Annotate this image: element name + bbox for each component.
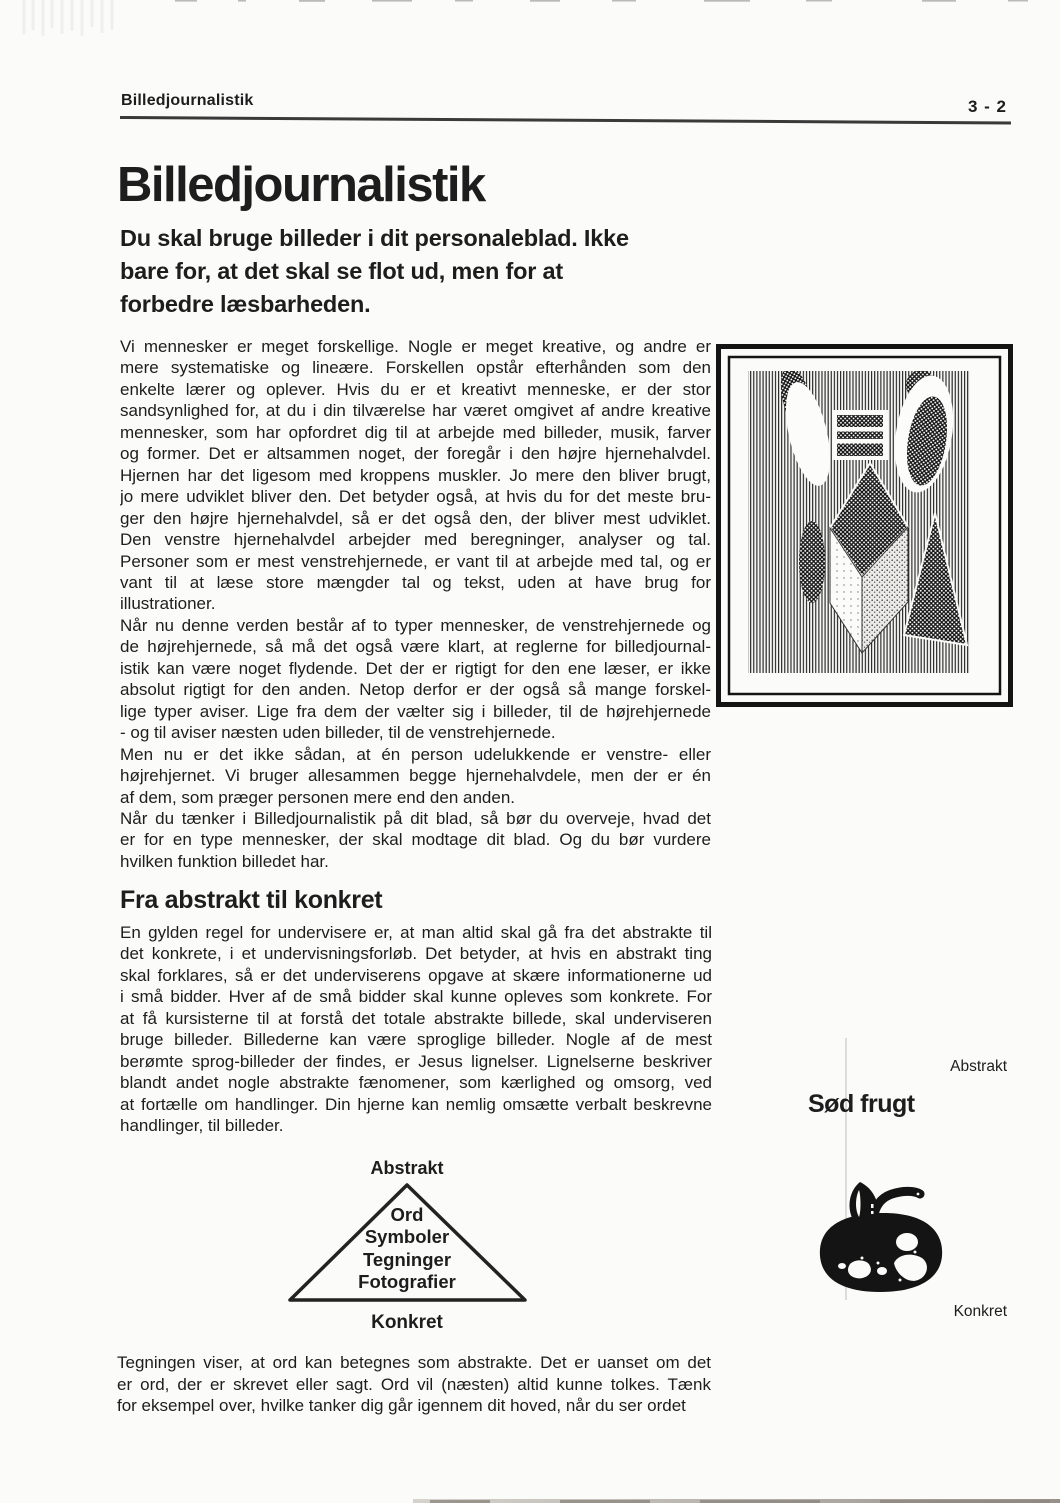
footer-text bbox=[117, 1352, 711, 1417]
text-line: - og til aviser næsten uden billeder, til de venstrehjernede. bbox=[120, 723, 556, 743]
text-line: Den venstre hjernehalvdel arbejder med beregninger, analyser og tal. bbox=[120, 530, 711, 550]
body-text bbox=[120, 336, 711, 872]
aside-konkret-label: Konkret bbox=[953, 1303, 1007, 1320]
text-line: hvilken funktion billedet har. bbox=[120, 851, 329, 871]
text-line: for eksempel over, hvilke tanker dig går igennem dit hoved, når du ser ordet bbox=[117, 1396, 686, 1416]
text-line: blandt andet nogle abstrakte fænomener, som kærlighed og omsorg, ved bbox=[120, 1073, 712, 1093]
paragraph bbox=[120, 922, 712, 1137]
text-line: Ord bbox=[390, 1204, 424, 1225]
pyramid-bottom-label: Konkret bbox=[371, 1312, 443, 1333]
text-line: Når du tænker i Billedjournalistik på dit blad, så bør du overveje, hvad det bbox=[120, 808, 711, 828]
pyramid-levels bbox=[282, 1204, 532, 1293]
text-line: En gylden regel for undervisere er, at man altid skal gå fra det abstrakte til bbox=[120, 923, 712, 942]
text-line: mennesker, som har opfordret dig til at arbejde med billeder, musik, farver bbox=[120, 422, 711, 442]
text-line: enkelte lærer og oplever. Hvis du er et kreativt menneske, er der stor bbox=[120, 379, 711, 399]
text-line: højrehjernet. Vi bruger allesammen begge hjernehalvdele, men der er én bbox=[120, 766, 711, 786]
header-section-label: Billedjournalistik bbox=[121, 92, 254, 109]
text-line: og former. Det er altsammen noget, der foregår i den højre hjernehalvdel. bbox=[120, 444, 711, 464]
text-line: er for en type mennesker, der skal modtage dit blad. Og du bør vurdere bbox=[120, 830, 711, 850]
section-heading: Fra abstrakt til konkret bbox=[120, 886, 383, 914]
text-line: Hjernen har det ligesom med kroppens muskler. Jo mere den bliver brugt, bbox=[120, 465, 711, 485]
aside-abstract-label: Abstrakt bbox=[950, 1058, 1007, 1075]
text-line: ger den højre hjernehalvdel, så er det også den, der bliver mest udviklet. bbox=[120, 508, 711, 528]
pyramid-top-label: Abstrakt bbox=[370, 1158, 444, 1178]
paragraph bbox=[117, 1352, 711, 1417]
text-line: jo mere udviklet bliver den. Det betyder også, at hvis du for det meste bru- bbox=[120, 487, 711, 507]
header-page-number: 3 - 2 bbox=[967, 97, 1007, 116]
page-title: Billedjournalistik bbox=[117, 158, 485, 212]
abstraction-pyramid-diagram bbox=[282, 1158, 532, 1342]
page-subtitle bbox=[120, 222, 720, 321]
header-rule bbox=[120, 116, 1011, 124]
text-line: vant til at læse store mængder tal og tekst, uden at have brug for bbox=[120, 572, 711, 592]
text-line: sandsynlighed for, at du i din tilværelse har været omgivet af andre kreative bbox=[120, 401, 711, 421]
aside-heading: Sød frugt bbox=[808, 1090, 915, 1118]
text-line: Tegningen viser, at ord kan betegnes som abstrakte. Det er uanset om det bbox=[117, 1353, 711, 1372]
text-line: Du skal bruge billeder i dit personaleblad. Ikke bbox=[120, 225, 629, 251]
text-line: absolut rigtigt for den anden. Netop derfor er der også så mange forskel- bbox=[120, 680, 711, 700]
text-line: forbedre læsbarheden. bbox=[120, 291, 371, 317]
paragraph bbox=[120, 336, 711, 615]
text-line: de højrehjernede, så må det også være klart, at reglerne for billedjournal- bbox=[120, 637, 711, 657]
text-line: Symboler bbox=[364, 1226, 450, 1248]
paragraph bbox=[120, 615, 711, 744]
paragraph bbox=[120, 808, 711, 872]
text-line: bruge billeder. Billederne kan være sproglige billeder. Nogle af de mest bbox=[120, 1030, 712, 1050]
scan-edge-top bbox=[0, 0, 1060, 40]
section-text bbox=[120, 922, 712, 1137]
abstract-art-image bbox=[716, 344, 1014, 709]
text-line: Fotografier bbox=[358, 1270, 456, 1292]
text-line: det konkrete, i et undervisningsforløb. Det betyder, at hvis en abstrakt ting bbox=[120, 944, 712, 964]
text-line: Personer som er mest venstrehjernede, er vant til at arbejde med tal, og er bbox=[120, 551, 711, 571]
text-line: skal forklares, så er det underviserens opgave at skære informationerne ud bbox=[120, 965, 712, 985]
text-line: bare for, at det skal se flot ud, men for at bbox=[120, 258, 564, 284]
text-line: af dem, som præger personen mere end den anden. bbox=[120, 787, 516, 807]
text-line: Tegninger bbox=[362, 1248, 452, 1270]
text-line: lige typer aviser. Lige fra dem der vælter sig i billeder, til de højrehjernede bbox=[120, 701, 711, 721]
apple-illustration bbox=[812, 1168, 952, 1298]
text-line: Men nu er det ikke sådan, at én person udelukkende er venstre- eller bbox=[120, 744, 711, 764]
text-line: berømte sprog-billeder der findes, er Jesus lignelser. Lignelserne beskriver bbox=[120, 1051, 712, 1071]
paragraph bbox=[120, 744, 711, 808]
text-line: istik kan være noget flydende. Det der er rigtigt for den ene læser, er ikke bbox=[120, 658, 711, 678]
text-line: illustrationer. bbox=[120, 594, 216, 614]
text-line: handlinger, til billeder. bbox=[120, 1116, 284, 1136]
scan-edge-bottom bbox=[0, 1481, 1060, 1503]
text-line: at få kursisterne til at forstå det totale abstrakte billede, skal underviseren bbox=[120, 1008, 712, 1028]
text-line: Når nu denne verden består af to typer mennesker, de venstrehjernede og bbox=[120, 615, 711, 635]
text-line: i små bidder. Hver af de små bidder skal kunne opleves som konkrete. For bbox=[120, 987, 712, 1007]
text-line: er ord, der er skrevet eller sagt. Ord vil (næsten) altid kunne tolkes. Tænk bbox=[117, 1374, 711, 1394]
text-line: mere systematiske og lineære. Forskellen opstår efterhånden som den bbox=[120, 358, 711, 378]
text-line: at fortælle om handlinger. Din hjerne kan nemlig omsætte verbalt beskrevne bbox=[120, 1094, 712, 1114]
text-line: Vi mennesker er meget forskellige. Nogle er meget kreative, og andre er bbox=[120, 337, 711, 356]
